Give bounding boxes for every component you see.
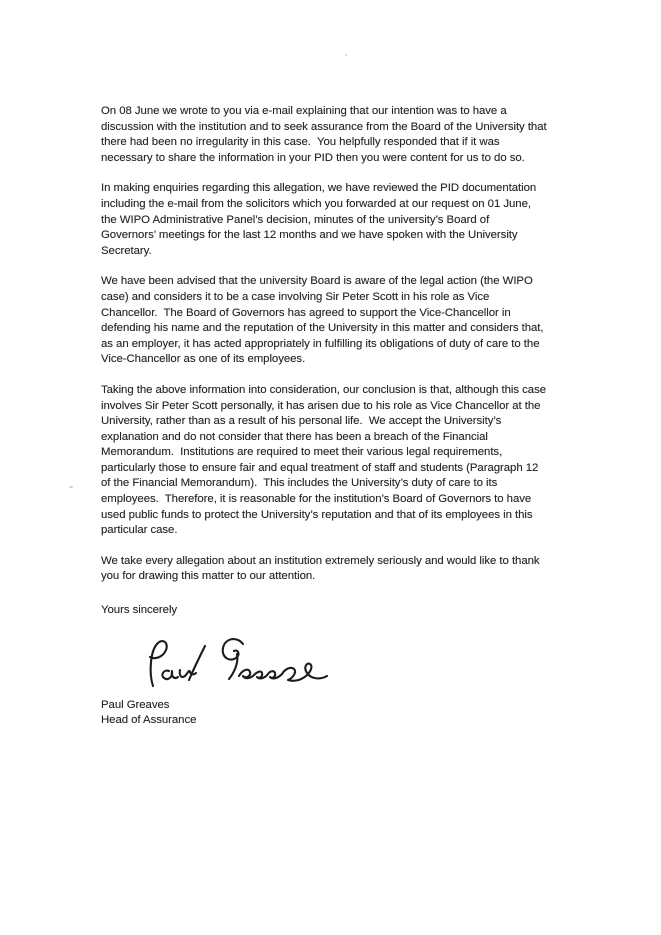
text-line: Chancellor. The Board of Governors has agreed to support the Vice-Chancellor in (101, 306, 511, 319)
text-line: including the e-mail from the solicitors which you forwarded at our request on 01 June, (101, 197, 531, 210)
text-line: necessary to share the information in your PID then you were content for us to do so. (101, 151, 525, 164)
text-line: employees. Therefore, it is reasonable for the institution’s Board of Governors to have (101, 493, 532, 506)
text-line: discussion with the institution and to seek assurance from the Board of the University that (101, 120, 547, 133)
text-line: there had been no irregularity in this case. You helpfully responded that if it was (101, 136, 500, 149)
letter-body (101, 104, 581, 585)
scan-artifact (69, 486, 73, 488)
letter-content (101, 104, 581, 729)
closing-salutation: Yours sincerely (101, 604, 178, 617)
text-line: the WIPO Administrative Panel’s decision, minutes of the university’s Board of (101, 213, 490, 226)
text-line: Governors’ meetings for the last 12 months and we have spoken with the University (101, 229, 518, 242)
text-line: as an employer, it has acted appropriately in fulfilling its obligations of duty of care to the (101, 337, 540, 350)
text-line: particular case. (101, 524, 178, 537)
paragraph (101, 554, 581, 585)
text-line: On 08 June we wrote to you via e-mail explaining that our intention was to have a (101, 105, 507, 117)
text-line: Vice-Chancellor as one of its employees. (101, 353, 306, 366)
text-line: involves Sir Peter Scott personally, it has arisen due to his role as Vice Chancellor at the (101, 399, 541, 412)
scan-artifact (345, 54, 347, 56)
text-line: particularly those to ensure fair and equal treatment of staff and students (Paragraph 12 (101, 461, 539, 474)
text-line: defending his name and the reputation of the University in this matter and considers that, (101, 322, 544, 335)
text-line: Taking the above information into consideration, our conclusion is that, although this case (101, 383, 547, 396)
text-line: In making enquiries regarding this allegation, we have reviewed the PID documentation (101, 182, 537, 195)
text-line: Memorandum. Institutions are required to meet their various legal requirements, (101, 446, 503, 459)
paragraph (101, 383, 581, 539)
paragraph (101, 104, 581, 166)
text-line: Secretary. (101, 244, 152, 257)
text-line: used public funds to protect the University’s reputation and that of its employees in this (101, 508, 533, 521)
text-line: We have been advised that the university Board is aware of the legal action (the WIPO (101, 275, 533, 288)
text-line: case) and considers it to be a case involving Sir Peter Scott in his role as Vice (101, 290, 490, 303)
text-line: you for drawing this matter to our attention. (101, 570, 316, 583)
text-line: University, rather than as a result of his personal life. We accept the University’s (101, 415, 502, 428)
text-line: of the Financial Memorandum). This includes the University’s duty of care to its (101, 477, 498, 490)
signature-ink (139, 634, 339, 696)
paragraph (101, 181, 581, 259)
signatory-block (101, 698, 581, 729)
signatory-name: Paul Greaves (101, 698, 170, 711)
paragraph (101, 274, 581, 368)
text-line: explanation and do not consider that there has been a breach of the Financial (101, 430, 488, 443)
text-line: We take every allegation about an institution extremely seriously and would like to thank (101, 554, 540, 567)
signatory-title: Head of Assurance (101, 714, 197, 727)
handwritten-signature (139, 634, 581, 696)
